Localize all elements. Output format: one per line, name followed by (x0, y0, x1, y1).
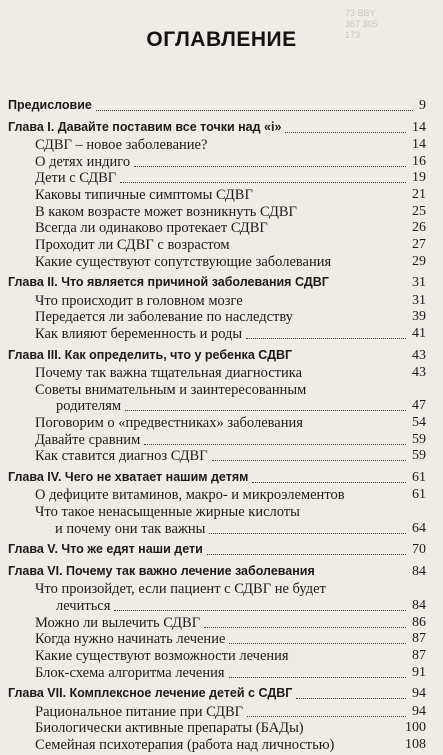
entry-title: Что произойдет, если пациент с СДВГ не будет (35, 581, 326, 598)
entry-page-number: 100 (405, 720, 426, 736)
entry-page-number: 84 (412, 598, 426, 614)
toc-chapter-entry (8, 470, 426, 488)
entry-title: Глава VII. Комплексное лечение детей с СДВГ (8, 686, 293, 701)
entry-title: Что происходит в головном мозге (35, 292, 243, 309)
entry-page-number: 16 (412, 153, 426, 169)
entry-title: Глава VI. Почему так важно лечение заболевания (8, 563, 315, 578)
toc-section-entry (35, 365, 426, 383)
dotted-leader (209, 533, 406, 534)
dotted-leader (247, 716, 406, 717)
entry-page-number: 59 (412, 431, 426, 447)
dotted-leader (246, 338, 406, 339)
toc-section-entry (35, 720, 426, 738)
toc-section-entry (35, 326, 426, 344)
toc-section-entry (35, 648, 426, 666)
entry-title: Как влияют беременность и роды (35, 326, 243, 342)
entry-title: Глава I. Давайте поставим все точки над «i» (8, 119, 282, 134)
dotted-leader (134, 166, 406, 167)
entry-title: В каком возрасте может возникнуть СДВГ (35, 203, 297, 220)
entry-page-number: 26 (412, 220, 426, 236)
dotted-leader (285, 132, 406, 133)
entry-page-number: 31 (412, 275, 426, 291)
entry-page-number: 31 (412, 292, 426, 308)
toc-section-entry (35, 704, 426, 722)
dotted-leader (229, 643, 406, 644)
entry-title: Советы внимательным и заинтересованным (35, 381, 307, 398)
toc-chapter-entry (8, 120, 426, 138)
toc-section-entry (35, 293, 426, 311)
bleed-line: 73 BBY (345, 8, 376, 18)
entry-page-number: 108 (405, 737, 426, 752)
entry-page-number: 9 (419, 98, 426, 113)
dotted-leader (96, 110, 413, 111)
entry-title: и почему они так важны (55, 520, 206, 537)
entry-title: Передается ли заболевание по наследству (35, 309, 293, 326)
bleed-line: 173 (345, 30, 361, 40)
entry-title: Глава IV. Чего не хватает нашим детям (8, 469, 249, 484)
entry-title: Какие существуют сопутствующие заболевания (35, 253, 332, 270)
entry-page-number: 87 (412, 647, 426, 663)
entry-page-number: 94 (412, 686, 426, 702)
entry-title: О детях индиго (35, 153, 131, 170)
toc-section-entry (35, 309, 426, 327)
entry-title: Глава III. Как определить, что у ребенка СДВГ (8, 347, 293, 362)
entry-title: Семейная психотерапия (работа над личностью) (35, 737, 335, 753)
entry-title: Предисловие (8, 98, 92, 112)
entry-page-number: 43 (412, 365, 426, 381)
entry-title: Давайте сравним (35, 431, 141, 448)
entry-title: Почему так важна тщательная диагностика (35, 365, 303, 382)
toc-section-entry (35, 504, 426, 522)
entry-title: Поговорим о «предвестниках» заболевания (35, 415, 303, 432)
entry-title: Что такое ненасыщенные жирные кислоты (35, 504, 300, 521)
entry-title: лечиться (56, 598, 111, 615)
entry-page-number: 19 (412, 170, 426, 186)
entry-page-number: 86 (412, 614, 426, 630)
dotted-leader (120, 182, 406, 183)
toc-section-entry (35, 631, 426, 649)
entry-title: родителям (56, 398, 122, 415)
entry-title: СДВГ – новое заболевание? (35, 137, 208, 154)
toc-section-entry (35, 615, 426, 633)
entry-page-number: 94 (412, 703, 426, 719)
entry-page-number: 70 (412, 542, 426, 558)
entry-page-number: 64 (412, 520, 426, 536)
entry-page-number: 25 (412, 203, 426, 219)
toc-section-entry (35, 204, 426, 222)
dotted-leader (207, 554, 406, 555)
entry-title: Рациональное питание при СДВГ (35, 703, 244, 720)
dotted-leader (252, 482, 406, 483)
entry-page-number: 43 (412, 347, 426, 363)
entry-page-number: 59 (412, 448, 426, 464)
entry-page-number: 87 (412, 631, 426, 647)
entry-title: Можно ли вылечить СДВГ (35, 614, 201, 631)
entry-page-number: 39 (412, 309, 426, 325)
toc-chapter-entry (8, 542, 426, 560)
toc-section-entry (35, 382, 426, 400)
entry-page-number: 14 (412, 137, 426, 153)
entry-page-number: 61 (412, 469, 426, 485)
entry-title: Проходит ли СДВГ с возрастом (35, 236, 230, 253)
toc-section-entry (35, 581, 426, 599)
toc-section-entry (35, 415, 426, 433)
toc-section-entry (35, 432, 426, 450)
toc-chapter-entry (8, 564, 426, 582)
toc-section-entry (35, 137, 426, 155)
entry-title: Дети с СДВГ (35, 170, 117, 187)
toc-section-entry (35, 154, 426, 172)
toc-section-entry (35, 220, 426, 238)
entry-page-number: 41 (412, 326, 426, 341)
dotted-leader (229, 677, 406, 678)
entry-title: Как ставится диагноз СДВГ (35, 448, 208, 465)
entry-title: О дефиците витаминов, макро- и микроэлементов (35, 487, 345, 504)
entry-title: Какие существуют возможности лечения (35, 647, 289, 664)
page-title: ОГЛАВЛЕНИЕ (146, 28, 297, 51)
entry-title: Когда нужно начинать лечение (35, 631, 226, 648)
toc-section-entry (35, 187, 426, 205)
entry-title: Глава V. Что же едят наши дети (8, 542, 203, 557)
toc-section-entry (35, 487, 426, 505)
entry-page-number: 21 (412, 187, 426, 203)
entry-title: Глава II. Что является причиной заболевания СДВГ (8, 275, 329, 290)
entry-page-number: 29 (412, 253, 426, 269)
entry-page-number: 47 (412, 398, 426, 414)
entry-title: Каковы типичные симптомы СДВГ (35, 187, 253, 204)
entry-title: Всегда ли одинаково протекает СДВГ (35, 220, 268, 237)
toc-section-entry (56, 598, 426, 616)
entry-page-number: 61 (412, 487, 426, 503)
toc-section-entry (35, 254, 426, 272)
entry-title: Блок-схема алгоритма лечения (35, 664, 225, 681)
dotted-leader (144, 444, 406, 445)
dotted-leader (204, 627, 406, 628)
dotted-leader (114, 610, 406, 611)
toc-chapter-entry (8, 686, 426, 704)
entry-page-number: 54 (412, 415, 426, 431)
toc-chapter-entry (8, 275, 426, 293)
toc-section-entry (35, 170, 426, 188)
entry-page-number: 91 (412, 664, 426, 680)
toc-chapter-entry (8, 348, 426, 366)
dotted-leader (296, 698, 406, 699)
dotted-leader (125, 410, 406, 411)
toc-section-entry (56, 398, 426, 416)
entry-page-number: 14 (412, 119, 426, 135)
toc-chapter-entry (8, 98, 426, 116)
toc-section-entry (35, 665, 426, 683)
entry-page-number: 27 (412, 236, 426, 252)
toc-section-entry (35, 737, 426, 755)
toc-section-entry (35, 448, 426, 466)
entry-title: Биологически активные препараты (БАДы) (35, 720, 304, 737)
toc-section-entry (55, 521, 426, 539)
bleed-line: 367 305 (345, 19, 378, 29)
entry-page-number: 84 (412, 563, 426, 579)
dotted-leader (212, 460, 406, 461)
toc-section-entry (35, 237, 426, 255)
